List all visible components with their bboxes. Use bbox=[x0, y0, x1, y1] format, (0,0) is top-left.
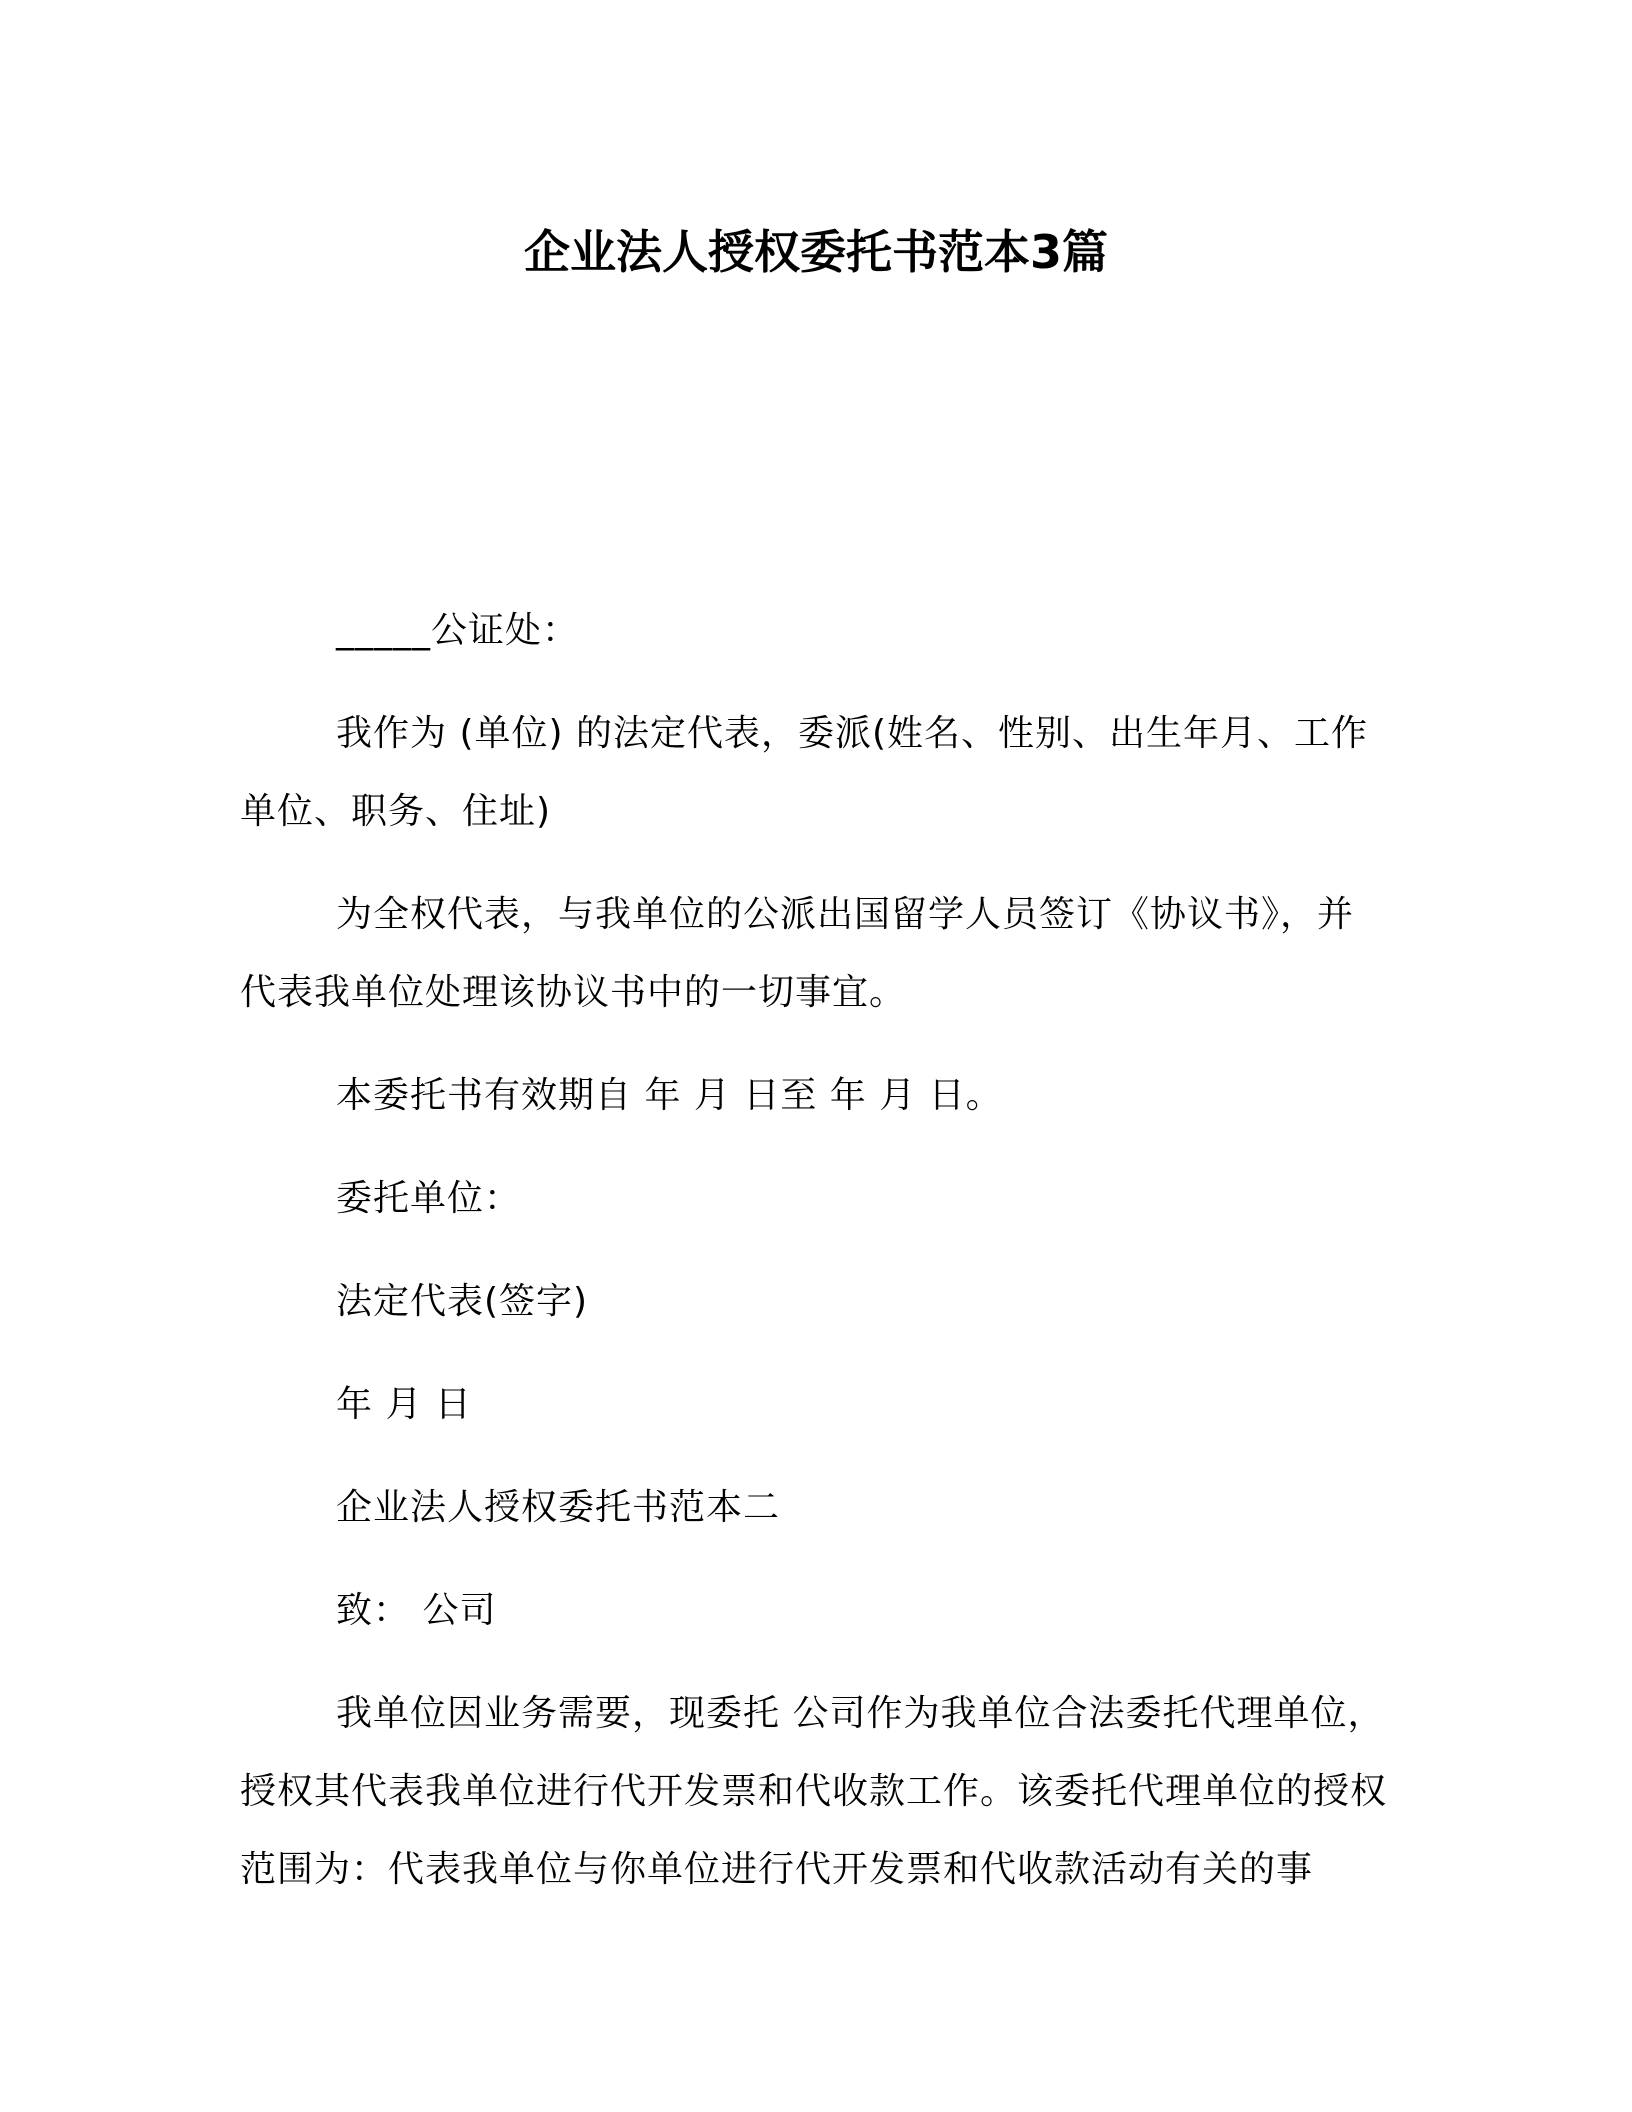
document-title: 企业法人授权委托书范本3篇 bbox=[523, 225, 1108, 279]
section-heading-template-two: 企业法人授权委托书范本二 bbox=[336, 1487, 781, 1528]
document-body bbox=[240, 592, 1390, 1934]
entrusting-unit-label: 委托单位： bbox=[336, 1178, 522, 1219]
legal-representative-signature-label: 法定代表(签字) bbox=[336, 1281, 589, 1322]
addressee-line: 致： 公司 bbox=[336, 1590, 497, 1631]
paragraph-validity: 本委托书有效期自 年 月 日至 年 月 日。 bbox=[336, 1075, 1003, 1116]
paragraph-authority: 为全权代表，与我单位的公派出国留学人员签订《协议书》，并代表我单位处理该协议书中的一切事宜。 bbox=[240, 894, 1355, 1013]
paragraph-appointment: 我作为 (单位) 的法定代表，委派(姓名、性别、出生年月、工作单位、职务、住址) bbox=[240, 713, 1369, 832]
notary-office-salutation: _____公证处： bbox=[336, 610, 580, 651]
paragraph-agency-scope: 我单位因业务需要，现委托 公司作为我单位合法委托代理单位，授权其代表我单位进行代开发票和代收款工作。该委托代理单位的授权范围为：代表我单位与你单位进行代开发票和代收款活动有关的事 bbox=[240, 1693, 1388, 1890]
date-line: 年 月 日 bbox=[336, 1384, 472, 1425]
